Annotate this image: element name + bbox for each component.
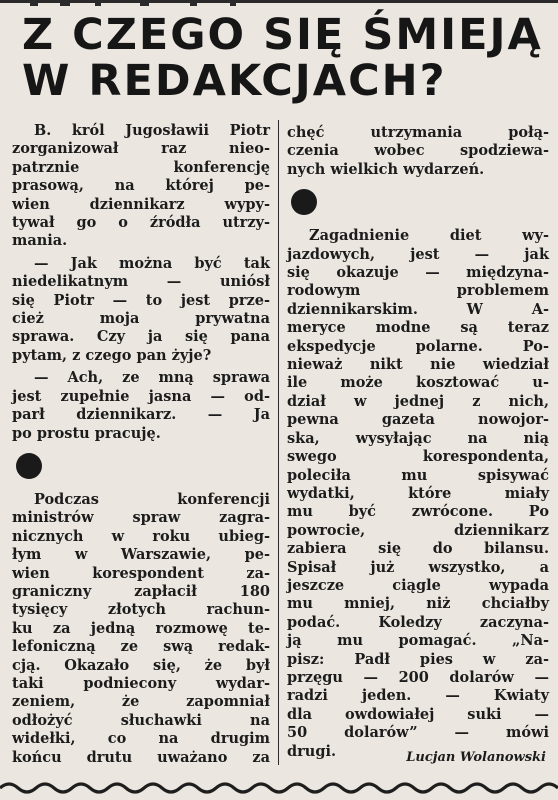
text-line: pisz: Padł pies w za- bbox=[287, 650, 549, 668]
text-line: cją. Okazało się, że był bbox=[12, 656, 270, 674]
text-line: radzi jeden. — Kwiaty bbox=[287, 687, 549, 705]
text-line: tysięcy złotych rachun- bbox=[12, 601, 270, 619]
text-line: po prostu pracuję. bbox=[12, 424, 161, 442]
paragraph-journalist-reply bbox=[12, 369, 270, 443]
text-line: dla owdowiałej suki — bbox=[287, 705, 549, 723]
right-column bbox=[287, 124, 549, 761]
text-line: jeszcze ciągle wypada bbox=[287, 576, 549, 594]
text-line: widełki, co na drugim bbox=[12, 730, 270, 748]
text-line: sprawa. Czy ja się pana bbox=[12, 328, 270, 346]
text-line: powrocie, dziennikarz bbox=[287, 521, 549, 539]
text-line: swego korespondenta, bbox=[287, 448, 549, 466]
author-byline: Lucjan Wolanowski bbox=[406, 750, 546, 765]
text-line: się Piotr — to jest prze- bbox=[12, 291, 270, 309]
text-line: łym w Warszawie, pe- bbox=[12, 546, 270, 564]
text-line: drugi. bbox=[287, 742, 337, 760]
text-line: — Jak można być tak bbox=[34, 254, 270, 272]
text-line: zeniem, że zapomniał bbox=[12, 693, 270, 711]
text-line: mu mniej, niż chciałby bbox=[287, 595, 549, 613]
text-line: poleciła mu spisywać bbox=[287, 466, 549, 484]
text-line: pewna gazeta nowojor- bbox=[287, 411, 549, 429]
bullet-dot bbox=[16, 453, 42, 479]
text-line: końcu drutu uważano za bbox=[12, 748, 270, 766]
text-line: wydatki, które miały bbox=[287, 484, 549, 502]
column-divider bbox=[278, 120, 279, 765]
text-line: Zagadnienie diet wy- bbox=[309, 227, 549, 245]
left-column bbox=[12, 122, 270, 767]
paragraph-king-peter bbox=[12, 122, 270, 251]
top-decorative-strip bbox=[0, 0, 558, 8]
text-line: patrznie konferencję bbox=[12, 158, 270, 176]
text-line: przęgu — 200 dolarów — bbox=[287, 668, 549, 686]
text-line: Podczas konferencji bbox=[34, 490, 270, 508]
text-line: dział w jednej z nich, bbox=[287, 392, 549, 410]
text-line: wien korespondent za- bbox=[12, 564, 270, 582]
text-line: — Ach, ze mną sprawa bbox=[34, 369, 270, 387]
bottom-wave-border bbox=[0, 776, 558, 800]
headline-line-2: W REDAKCJACH? bbox=[22, 56, 447, 106]
text-line: ska, wysyłając na nią bbox=[287, 429, 549, 447]
text-line: ile może kosztować u- bbox=[287, 374, 549, 392]
paragraph-travel-allowance bbox=[287, 227, 549, 761]
text-line: ją mu pomagać. „Na- bbox=[287, 632, 549, 650]
text-line: parł dziennikarz. — Ja bbox=[12, 406, 270, 424]
text-line: prasową, na której pe- bbox=[12, 177, 270, 195]
text-line: graniczny zapłacił 180 bbox=[12, 582, 270, 600]
text-line: nych wielkich wydarzeń. bbox=[287, 160, 485, 178]
text-line: dziennikarskim. W A- bbox=[287, 300, 549, 318]
text-line: Spisał już wszystko, a bbox=[287, 558, 549, 576]
text-line: jest zupełnie jasna — od- bbox=[12, 387, 270, 405]
text-line: mania. bbox=[12, 232, 68, 250]
text-line: chęć utrzymania połą- bbox=[287, 124, 549, 141]
text-line: podać. Koledzy zaczyna- bbox=[287, 613, 549, 631]
paragraph-conference-warsaw bbox=[12, 491, 270, 767]
text-line: zorganizował raz nieo- bbox=[12, 140, 270, 158]
text-line: tywał go o źródła utrzy- bbox=[12, 214, 270, 232]
text-line: nicznych w roku ubieg- bbox=[12, 527, 270, 545]
text-line: nieważ nikt nie wiedział bbox=[287, 356, 549, 374]
text-line: odłożyć słuchawki na bbox=[12, 711, 270, 729]
text-line: 50 dolarów” — mówi bbox=[287, 724, 549, 742]
text-line: pytam, z czego pan żyje? bbox=[12, 346, 212, 364]
text-line: cież moja prywatna bbox=[12, 310, 270, 328]
text-line: niedelikatnym — uniósł bbox=[12, 273, 270, 291]
text-line: mu być zwrócone. Po bbox=[287, 503, 549, 521]
text-line: ekspedycje polarne. Po- bbox=[287, 337, 549, 355]
paragraph-peter-reply bbox=[12, 255, 270, 365]
text-line: B. król Jugosławii Piotr bbox=[34, 122, 270, 139]
paragraph-continuation bbox=[287, 124, 549, 179]
text-line: czenia wobec spodziewa- bbox=[287, 142, 549, 160]
text-line: rodowym problemem bbox=[287, 282, 549, 300]
text-line: meryce modne są teraz bbox=[287, 319, 549, 337]
text-line: jazdowych, jest — jak bbox=[287, 245, 549, 263]
headline-line-1: Z CZEGO SIĘ ŚMIEJĄ bbox=[22, 10, 543, 60]
headline bbox=[22, 12, 542, 104]
text-line: taki podniecony wydar- bbox=[12, 674, 270, 692]
text-line: lefoniczną ze swą redak- bbox=[12, 638, 270, 656]
text-line: się okazuje — międzyna- bbox=[287, 264, 549, 282]
text-line: zabiera się do bilansu. bbox=[287, 540, 549, 558]
text-line: ministrów spraw zagra- bbox=[12, 509, 270, 527]
bullet-dot bbox=[291, 189, 317, 215]
text-line: wien dziennikarz wypy- bbox=[12, 195, 270, 213]
text-line: ku za jedną rozmowę te- bbox=[12, 619, 270, 637]
